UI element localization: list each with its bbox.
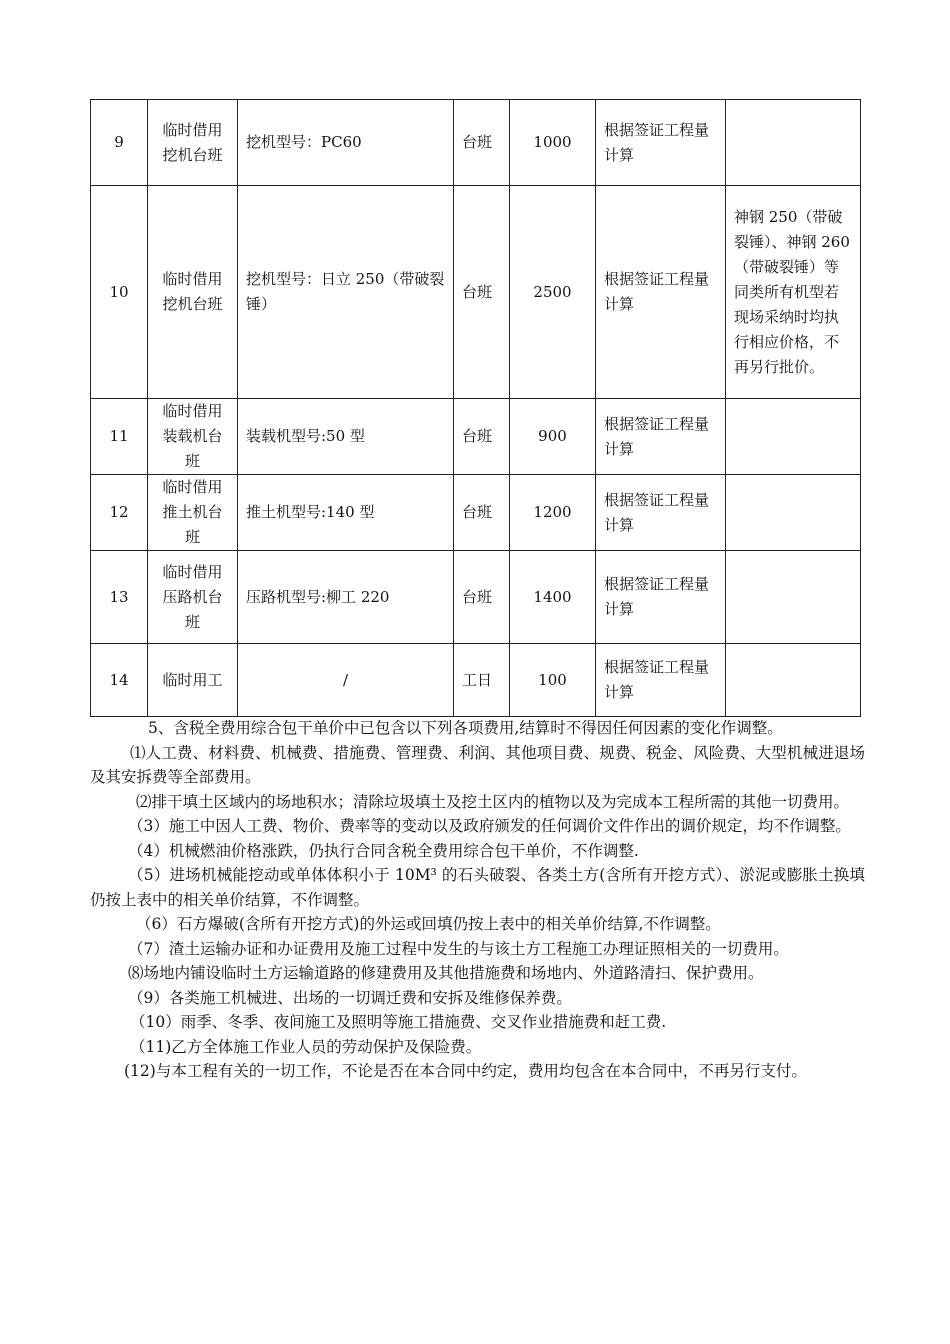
item-unit: 工日 <box>454 644 510 717</box>
item-name: 临时借用压路机台班 <box>148 551 238 644</box>
note-item: （10）雨季、冬季、夜间施工及照明等施工措施费、交叉作业措施费和赶工费. <box>130 1013 667 1031</box>
table-row <box>91 475 861 551</box>
item-basis: 根据签证工程量计算 <box>596 100 726 186</box>
item-name: 临时借用推土机台班 <box>148 475 238 551</box>
item-spec: 压路机型号:柳工 220 <box>238 551 454 644</box>
item-price: 900 <box>510 399 596 475</box>
item-spec: 推土机型号:140 型 <box>238 475 454 551</box>
item-unit: 台班 <box>454 100 510 186</box>
note-item: （4）机械燃油价格涨跌，仍执行合同含税全费用综合包干单价，不作调整. <box>128 841 639 860</box>
item-name: 临时借用挖机台班 <box>148 100 238 186</box>
item-note: 神钢 250（带破裂锤）、神钢 260（带破裂锤）等同类所有机型若现场采纳时均执行相应价格，不再另行批价。 <box>726 186 861 399</box>
item-spec: 装载机型号:50 型 <box>238 399 454 475</box>
note-item: （3）施工中因人工费、物价、费率等的变动以及政府颁发的任何调价文件作出的调价规定，均不作调整。 <box>128 817 851 835</box>
table-row <box>91 399 861 475</box>
item-spec: / <box>238 644 454 717</box>
table-row <box>91 644 861 717</box>
item-basis: 根据签证工程量计算 <box>596 475 726 551</box>
item-unit: 台班 <box>454 399 510 475</box>
row-number: 12 <box>91 475 148 551</box>
note-item: ⑵排干填土区域内的场地积水；清除垃圾填土及挖土区内的植物以及为完成本工程所需的其他一切费用。 <box>136 792 850 811</box>
item-unit: 台班 <box>454 475 510 551</box>
item-note <box>726 644 861 717</box>
item-basis: 根据签证工程量计算 <box>596 399 726 475</box>
note-item: （9）各类施工机械进、出场的一切调迁费和安拆及维修保养费。 <box>128 988 572 1007</box>
item-unit: 台班 <box>454 186 510 399</box>
item-basis: 根据签证工程量计算 <box>596 186 726 399</box>
row-number: 11 <box>91 399 148 475</box>
item-name: 临时借用挖机台班 <box>148 186 238 399</box>
row-number: 9 <box>91 100 148 186</box>
note-item: ⑴人工费、材料费、机械费、措施费、管理费、利润、其他项目费、规费、税金、风险费、大型机械进退场及其安拆费等全部费用。 <box>90 743 865 786</box>
item-price: 1000 <box>510 100 596 186</box>
item-price: 100 <box>510 644 596 717</box>
table-row <box>91 100 861 186</box>
note-item: （7）渣土运输办证和办证费用及施工过程中发生的与该土方工程施工办理证照相关的一切费用。 <box>128 939 789 958</box>
item-price: 2500 <box>510 186 596 399</box>
notes-intro: 5、含税全费用综合包干单价中已包含以下列各项费用,结算时不得因任何因素的变化作调整。 <box>148 719 783 737</box>
item-spec: 挖机型号：PC60 <box>238 100 454 186</box>
item-name: 临时用工 <box>148 644 238 717</box>
note-item: （11)乙方全体施工作业人员的劳动保护及保险费。 <box>130 1037 482 1056</box>
table-row <box>91 551 861 644</box>
note-item: (12)与本工程有关的一切工作，不论是否在本合同中约定，费用均包含在本合同中，不再另行支付。 <box>124 1062 807 1080</box>
item-name: 临时借用装载机台班 <box>148 399 238 475</box>
item-price: 1400 <box>510 551 596 644</box>
fee-notes <box>90 716 865 1084</box>
item-spec: 挖机型号：日立 250（带破裂锤） <box>238 186 454 399</box>
row-number: 10 <box>91 186 148 399</box>
item-note <box>726 475 861 551</box>
item-note <box>726 100 861 186</box>
row-number: 13 <box>91 551 148 644</box>
item-basis: 根据签证工程量计算 <box>596 644 726 717</box>
item-note <box>726 551 861 644</box>
note-item: （6）石方爆破(含所有开挖方式)的外运或回填仍按上表中的相关单价结算,不作调整。 <box>136 915 721 933</box>
item-basis: 根据签证工程量计算 <box>596 551 726 644</box>
item-unit: 台班 <box>454 551 510 644</box>
row-number: 14 <box>91 644 148 717</box>
item-note <box>726 399 861 475</box>
note-item: ⑻场地内铺设临时土方运输道路的修建费用及其他措施费和场地内、外道路清扫、保护费用。 <box>128 964 764 982</box>
fee-table <box>90 99 861 717</box>
note-item: （5）进场机械能挖动或单体体积小于 10M³ 的石头破裂、各类土方(含所有开挖方式）、淤泥或膨胀土换填仍按上表中的相关单价结算，不作调整。 <box>90 866 865 909</box>
item-price: 1200 <box>510 475 596 551</box>
table-row <box>91 186 861 399</box>
